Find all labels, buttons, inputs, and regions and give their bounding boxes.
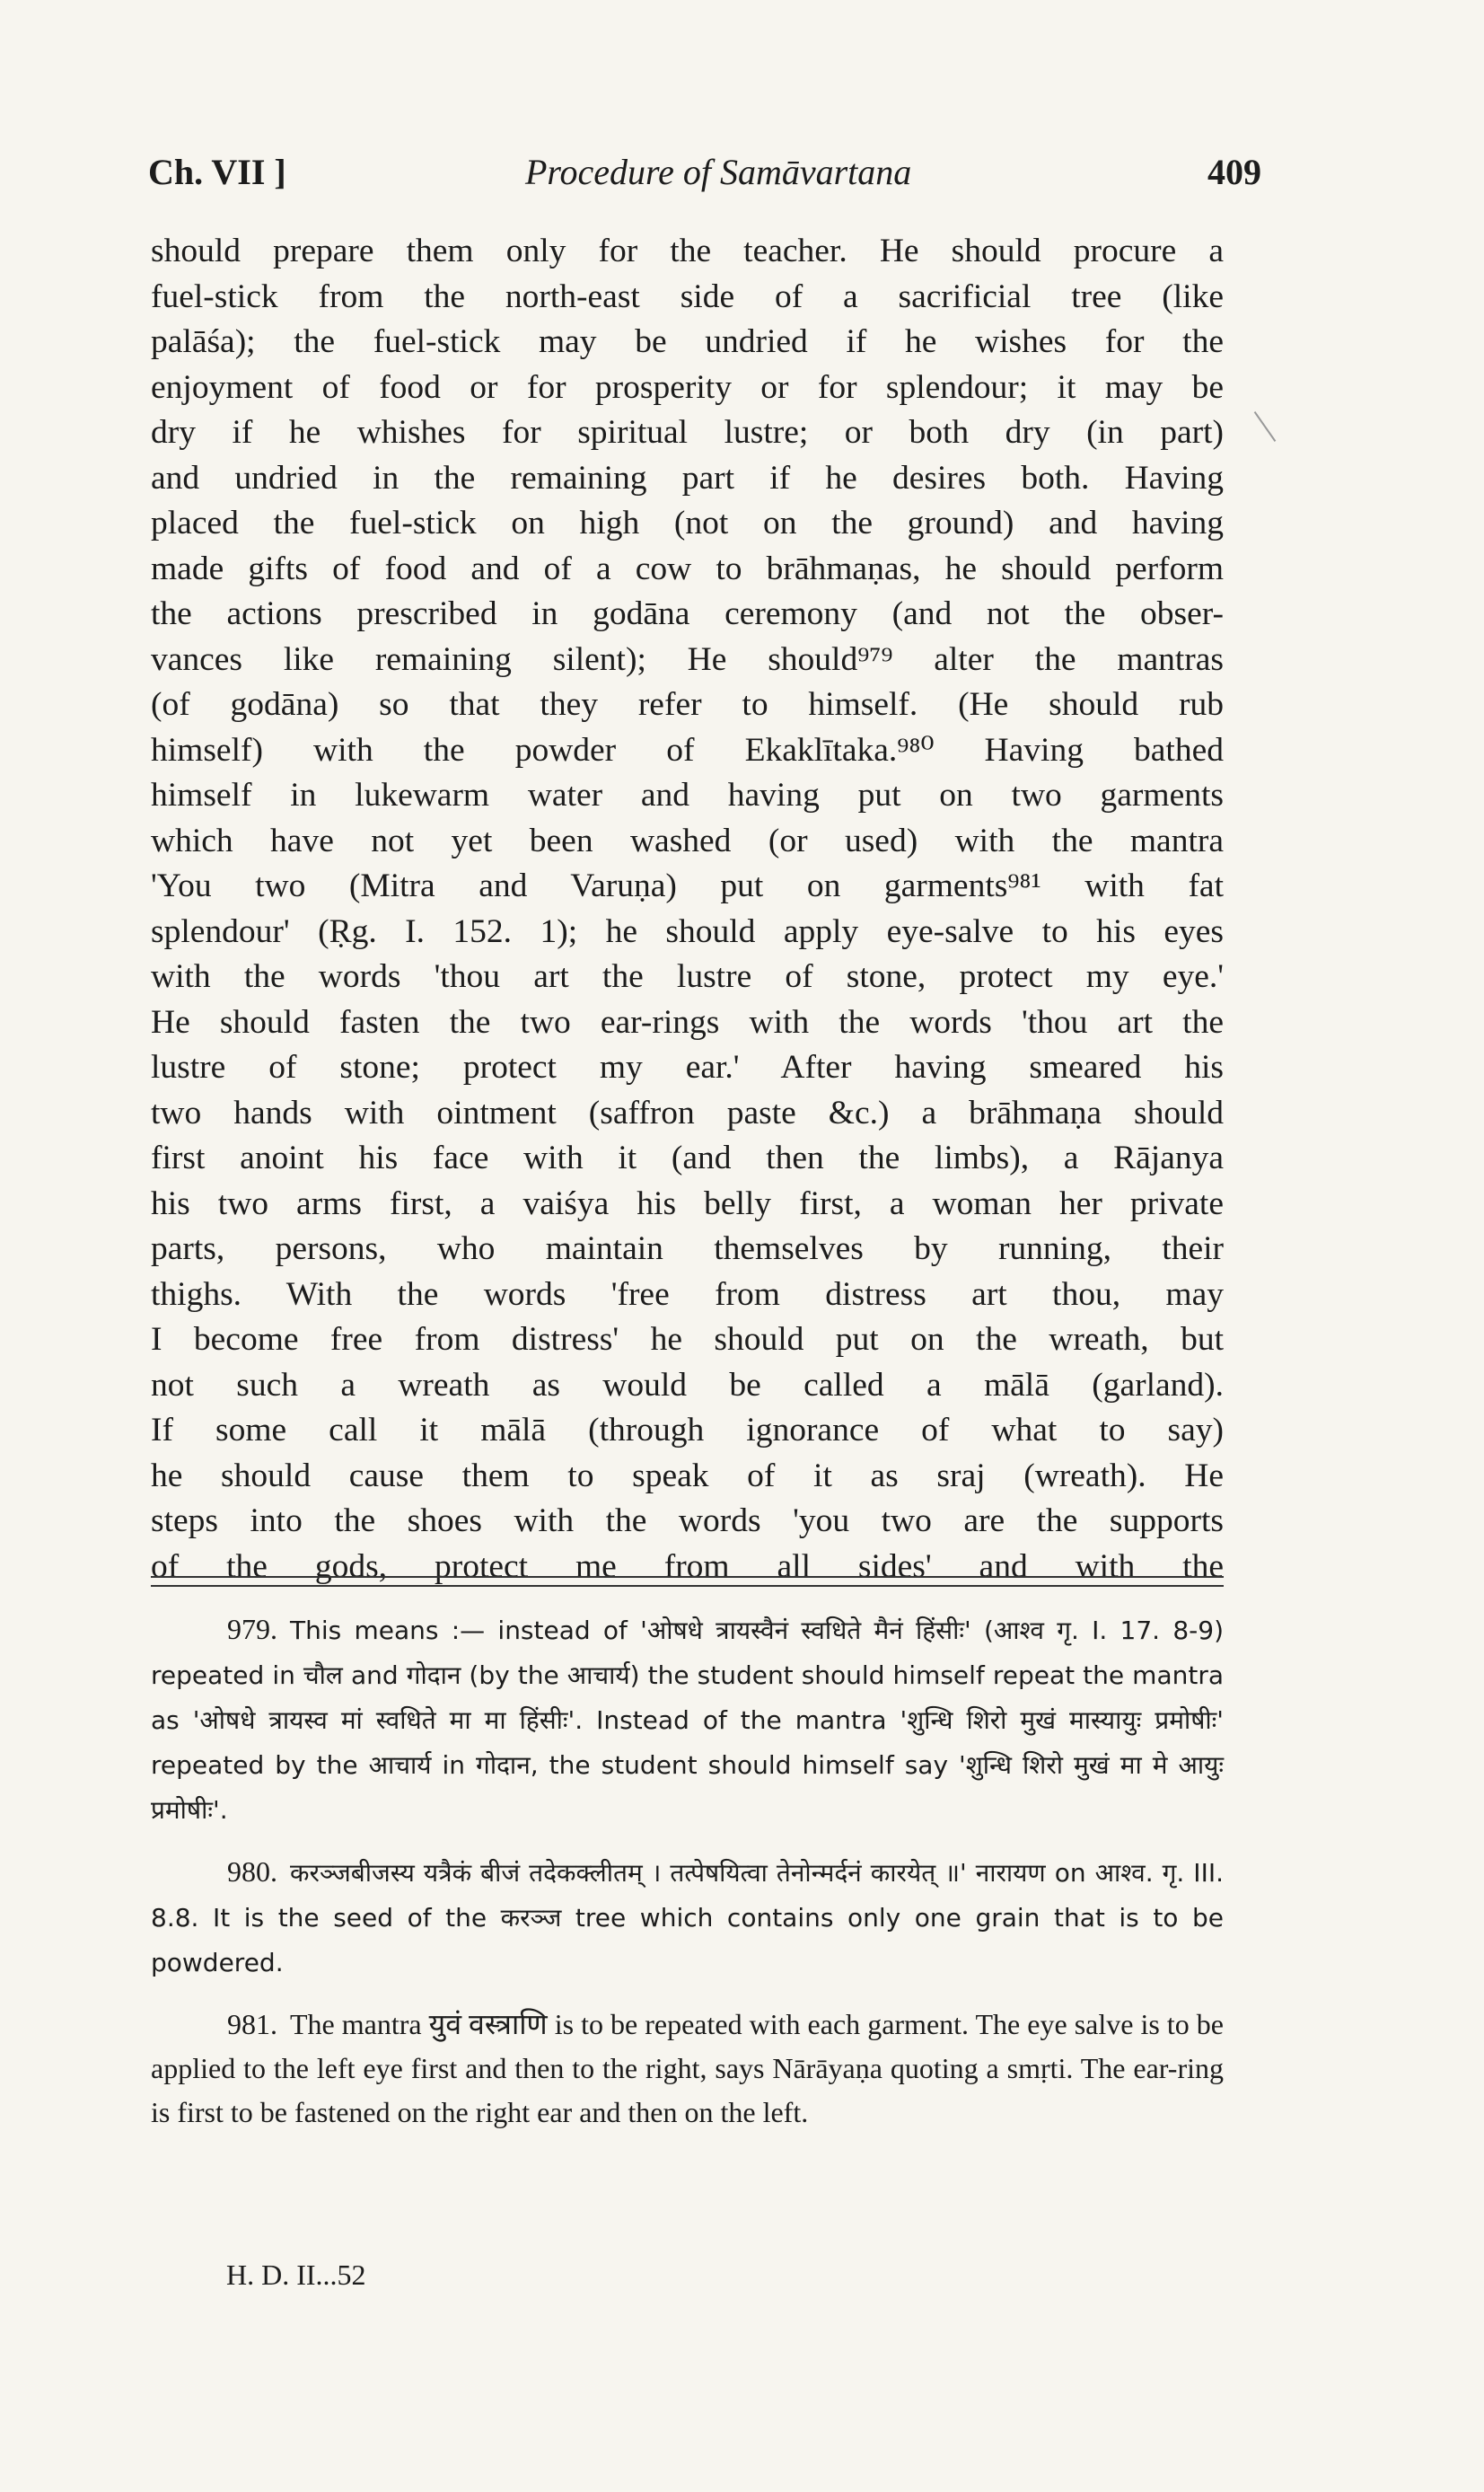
footnote-text: The mantra युवं वस्त्राणि is to be repeated with each garment. The eye salve is to be applied to the left eye first and then to the right, says Nārāyaṇa quoting a smṛti. The ear-ring is first to be fastened on the right ear and then on the left. xyxy=(151,2008,1224,2128)
text-line: (of godāna) so that they refer to himself. (He should rub xyxy=(151,686,1224,723)
running-header xyxy=(148,151,1315,205)
text-line: steps into the shoes with the words 'you two are the supports xyxy=(151,1502,1224,1539)
footnote-rule-top xyxy=(151,1576,1224,1578)
text-line: himself in lukewarm water and having put on two garments xyxy=(151,777,1224,814)
text-line: splendour' (Ṛg. I. 152. 1); he should apply eye-salve to his eyes xyxy=(151,912,1224,950)
text-line: If some call it mālā (through ignorance of what to say) xyxy=(151,1412,1224,1449)
footnote-number: 980. xyxy=(227,1855,277,1888)
text-line: two hands with ointment (saffron paste &c.) a brāhmaṇa should xyxy=(151,1094,1224,1132)
footnote-text: This means :— instead of 'ओषधे त्रायस्वैनं स्वधिते मैनं हिंसीः' (आश्व गृ. I. 17. 8-9) repeated in चौल and गोदान (by the आचार्य) the student should himself repeat the mantra as 'ओषधे त्रायस्व मां स्वधिते मा मा हिंसीः'. Instead of the mantra 'शुन्धि शिरो मुखं मास्यायुः प्रमोषीः' repeated by the आचार्य in गोदान, the student should himself say 'शुन्धि शिरो मुखं मा मे आयुः प्रमोषीः'. xyxy=(151,1616,1224,1825)
footnote-number: 981. xyxy=(227,2008,277,2040)
footnote-981 xyxy=(151,2003,1224,2135)
footnote-rule-bottom xyxy=(151,1585,1224,1587)
footnote-number: 979. xyxy=(227,1613,277,1645)
text-line: should prepare them only for the teacher. He should procure a xyxy=(151,233,1224,269)
text-line: which have not yet been washed (or used) with the mantra xyxy=(151,822,1224,859)
text-line: the actions prescribed in godāna ceremony (and not the obser- xyxy=(151,595,1224,632)
text-line: with the words 'thou art the lustre of stone, protect my eye.' xyxy=(151,958,1224,995)
text-line: lustre of stone; protect my ear.' After having smeared his xyxy=(151,1049,1224,1086)
text-line: 'You two (Mitra and Varuṇa) put on garments⁹⁸¹ with fat xyxy=(151,867,1224,904)
text-line: not such a wreath as would be called a mālā (garland). xyxy=(151,1366,1224,1404)
text-line: made gifts of food and of a cow to brāhmaṇas, he should perform xyxy=(151,550,1224,587)
page-number: 409 xyxy=(1207,152,1261,192)
text-line: fuel-stick from the north-east side of a sacrificial tree (like xyxy=(151,277,1224,315)
text-line: dry if he whishes for spiritual lustre; or both dry (in part) xyxy=(151,414,1224,451)
main-text xyxy=(151,229,1224,1589)
text-line: first anoint his face with it (and then the limbs), a Rājanya xyxy=(151,1140,1224,1176)
footnote-979 xyxy=(151,1607,1224,1832)
footnote-980 xyxy=(151,1850,1224,1985)
text-line: of the gods, protect me from all sides' and with the xyxy=(151,1547,1224,1585)
text-line: parts, persons, who maintain themselves by running, their xyxy=(151,1230,1224,1267)
text-line: palāśa); the fuel-stick may be undried if he wishes for the xyxy=(151,323,1224,360)
signature-mark: H. D. II...52 xyxy=(226,2259,366,2291)
text-line: and undried in the remaining part if he desires both. Having xyxy=(151,459,1224,497)
running-title: Procedure of Samāvartana xyxy=(525,152,912,192)
footnote-text: करञ्जबीजस्य यत्रैकं बीजं तदेकक्लीतम् । तत्पेषयित्वा तेनोन्मर्दनं कारयेत् ॥' नारायण on आश्व. गृ. III. 8.8. It is the seed of the करञ्ज tree which contains only one grain that is to be powdered. xyxy=(151,1858,1224,1977)
footnotes xyxy=(151,1607,1224,2153)
chapter-label: Ch. VII ] xyxy=(148,152,286,192)
text-line: vances like remaining silent); He should⁹⁷⁹ alter the mantras xyxy=(151,640,1224,678)
text-line: enjoyment of food or for prosperity or for splendour; it may be xyxy=(151,368,1224,406)
text-line: he should cause them to speak of it as sraj (wreath). He xyxy=(151,1457,1224,1494)
text-line: I become free from distress' he should put on the wreath, but xyxy=(151,1321,1224,1358)
text-line: himself) with the powder of Ekaklītaka.⁹⁸⁰ Having bathed xyxy=(151,731,1224,769)
text-line: thighs. With the words 'free from distress art thou, may xyxy=(151,1275,1224,1313)
text-line: placed the fuel-stick on high (not on the ground) and having xyxy=(151,505,1224,542)
text-line: his two arms first, a vaiśya his belly first, a woman her private xyxy=(151,1184,1224,1222)
text-line: He should fasten the two ear-rings with the words 'thou art the xyxy=(151,1003,1224,1041)
margin-stroke xyxy=(1254,411,1277,442)
